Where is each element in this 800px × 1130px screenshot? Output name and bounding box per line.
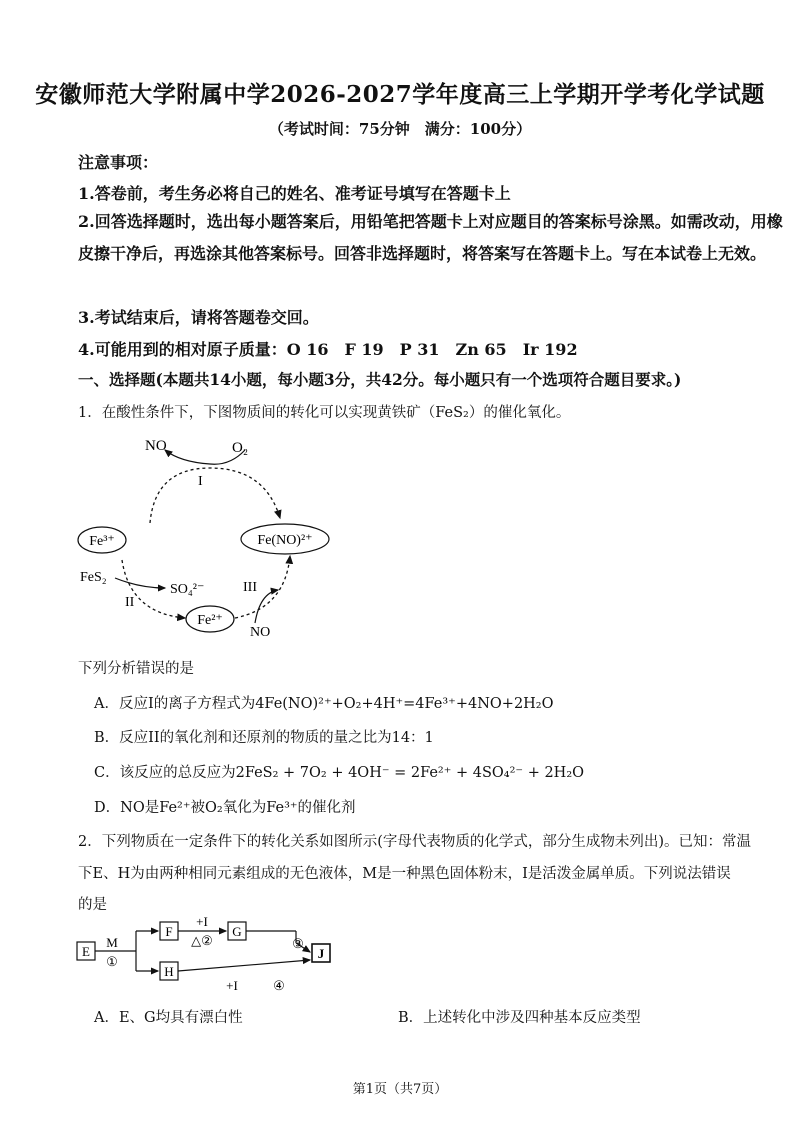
- fe3-label: Fe³⁺: [89, 534, 115, 549]
- notice-item-2: 2.回答选择题时，选出每小题答案后，用铅笔把答题卡上对应题目的答案标号涂黑。如需改动，用橡皮擦干净后，再选涂其他答案标号。回答非选择题时，将答案写在答题卡上。写在本试卷上无效。: [78, 212, 783, 263]
- step-2-marker: △②: [191, 933, 213, 948]
- q2-option-b: B．上述转化中涉及四种基本反应类型: [398, 1010, 641, 1026]
- notice-item-3: 3.考试结束后，请将答题卷交回。: [78, 308, 319, 327]
- box-j-label: J: [317, 946, 325, 961]
- catalytic-cycle-diagram: [60, 428, 360, 653]
- page-title: 安徽师范大学附属中学2026-2027学年度高三上学期开学考化学试题: [35, 81, 765, 108]
- question-2-stem-line3: 的是: [78, 897, 107, 913]
- box-e-label: E: [82, 944, 90, 959]
- conversion-diagram: [74, 914, 344, 994]
- feno-label: Fe(NO)²⁺: [257, 533, 313, 548]
- no-bottom-arrow: [255, 590, 278, 623]
- reagent-i-top: +I: [196, 914, 208, 929]
- question-1-stem: 1．在酸性条件下，下图物质间的转化可以实现黄铁矿（FeS₂）的催化氧化。: [78, 405, 571, 421]
- reagent-i-bottom: +I: [226, 978, 238, 993]
- q2-option-a: A．E、G均具有漂白性: [94, 1010, 243, 1026]
- step-3-label: III: [243, 580, 257, 595]
- q1-option-c: C．该反应的总反应为2FeS₂ + 7O₂ + 4OH⁻ = 2Fe²⁺ + 4SO₄²⁻ + 2H₂O: [94, 765, 585, 781]
- box-f-label: F: [165, 924, 173, 939]
- notice-item-1: 1.答卷前，考生务必将自己的姓名、准考证号填写在答题卡上: [78, 184, 511, 203]
- o2-label: O₂: [232, 440, 249, 456]
- page-number: 第1页（共7页）: [352, 1082, 448, 1097]
- step-4-marker: ④: [273, 978, 285, 993]
- step-3-marker: ③: [292, 936, 304, 951]
- notice-heading: 注意事项：: [78, 153, 159, 172]
- question-1-prompt: 下列分析错误的是: [78, 661, 194, 677]
- step-1-path: [150, 468, 280, 523]
- q1-option-b: B．反应II的氧化剂和还原剂的物质的量之比为14：1: [94, 730, 434, 746]
- fes2-label: FeS₂: [80, 570, 107, 585]
- step-2-label: II: [125, 595, 135, 610]
- no-bottom-label: NO: [250, 625, 271, 640]
- exam-info: （考试时间：75分钟 满分：100分）: [268, 120, 532, 138]
- question-2-stem-line1: 2．下列物质在一定条件下的转化关系如图所示(字母代表物质的化学式，部分生成物未列出)。已知：常温: [78, 834, 752, 850]
- fe2-label: Fe²⁺: [197, 613, 223, 628]
- box-h-label: H: [164, 964, 174, 979]
- section-heading: 一、选择题(本题共14小题，每小题3分，共42分。每小题只有一个选项符合题目要求。): [78, 370, 682, 389]
- no-top-label: NO: [145, 438, 167, 454]
- q1-option-d: D．NO是Fe²⁺被O₂氧化为Fe³⁺的催化剂: [94, 800, 356, 816]
- so4-label: SO₄²⁻: [170, 582, 205, 597]
- step-1-label: I: [198, 474, 203, 489]
- question-2-stem-line2: 下E、H为由两种相同元素组成的无色液体，M是一种黑色固体粉末，I是活泼金属单质。下列说法错误: [78, 866, 731, 882]
- fes2-arrow: [115, 578, 165, 588]
- reagent-m: M: [106, 935, 118, 950]
- notice-item-4: 4.可能用到的相对原子质量：O 16 F 19 P 31 Zn 65 Ir 192: [78, 340, 578, 359]
- step-1-marker: ①: [106, 954, 118, 969]
- box-g-label: G: [232, 924, 242, 939]
- q1-option-a: A．反应I的离子方程式为4Fe(NO)²⁺+O₂+4H⁺=4Fe³⁺+4NO+2H₂O: [94, 696, 554, 712]
